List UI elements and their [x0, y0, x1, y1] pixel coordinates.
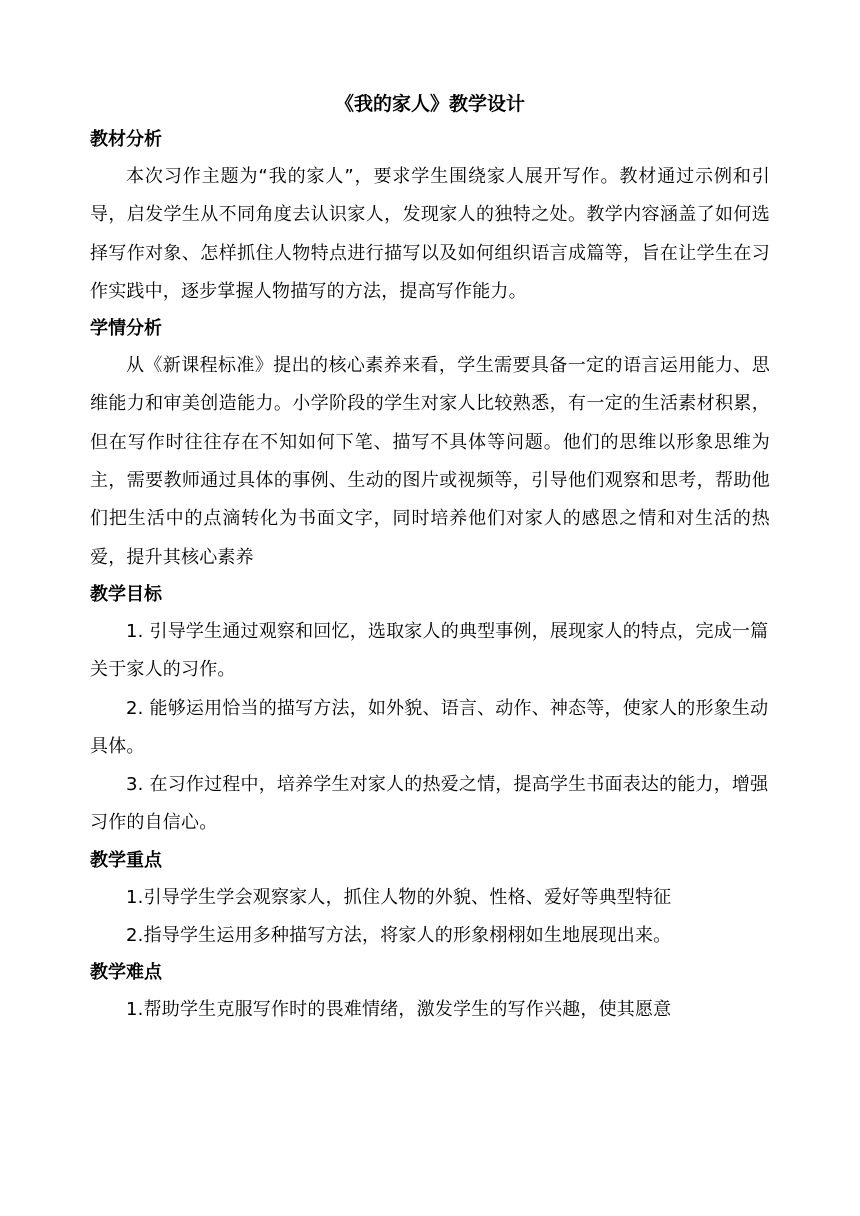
- goal-item-3: 3. 在习作过程中，培养学生对家人的热爱之情，提高学生书面表达的能力，增强习作的自信心。: [90, 774, 769, 834]
- heading-students: 学情分析: [90, 318, 162, 340]
- keypoint-item-1: 1.引导学生学会观察家人，抓住人物的外貌、性格、爱好等典型特征: [126, 886, 672, 908]
- document-page: [90, 86, 770, 1030]
- heading-materials: 教材分析: [90, 129, 162, 150]
- heading-difficulties: 教学难点: [90, 962, 162, 984]
- heading-keypoints: 教学重点: [90, 849, 162, 871]
- goal-item-2: 2. 能够运用恰当的描写方法，如外貌、语言、动作、神态等，使家人的形象生动具体。: [90, 697, 769, 757]
- document-title: 《我的家人》教学设计: [334, 93, 525, 115]
- goal-item-1: 1. 引导学生通过观察和回忆，选取家人的典型事例，展现家人的特点，完成一篇关于家人的习作。: [90, 620, 769, 681]
- keypoint-item-2: 2.指导学生运用多种描写方法，将家人的形象栩栩如生地展现出来。: [126, 925, 672, 947]
- paragraph-materials: 本次习作主题为“我的家人”，要求学生围绕家人展开写作。教材通过示例和引导，启发学生从不同角度去认识家人，发现家人的独特之处。教学内容涵盖了如何选择写作对象、怎样抓住人物特点进行描写以及如何组织语言成篇等，旨在让学生在习作实践中，逐步掌握人物描写的方法，提高写作能力。: [90, 166, 770, 302]
- paragraph-students: 从《新课程标准》提出的核心素养来看，学生需要具备一定的语言运用能力、思维能力和审美创造能力。小学阶段的学生对家人比较熟悉，有一定的生活素材积累，但在写作时往往存在不知如何下笔、描写不具体等问题。他们的思维以形象思维为主，需要教师通过具体的事例、生动的图片或视频等，引导他们观察和思考，帮助他们把生活中的点滴转化为书面文字，同时培养他们对家人的感恩之情和对生活的热爱，提升其核心素养: [90, 355, 770, 568]
- heading-goals: 教学目标: [90, 583, 162, 605]
- difficulty-item-1: 1.帮助学生克服写作时的畏难情绪，激发学生的写作兴趣，使其愿意: [126, 999, 672, 1021]
